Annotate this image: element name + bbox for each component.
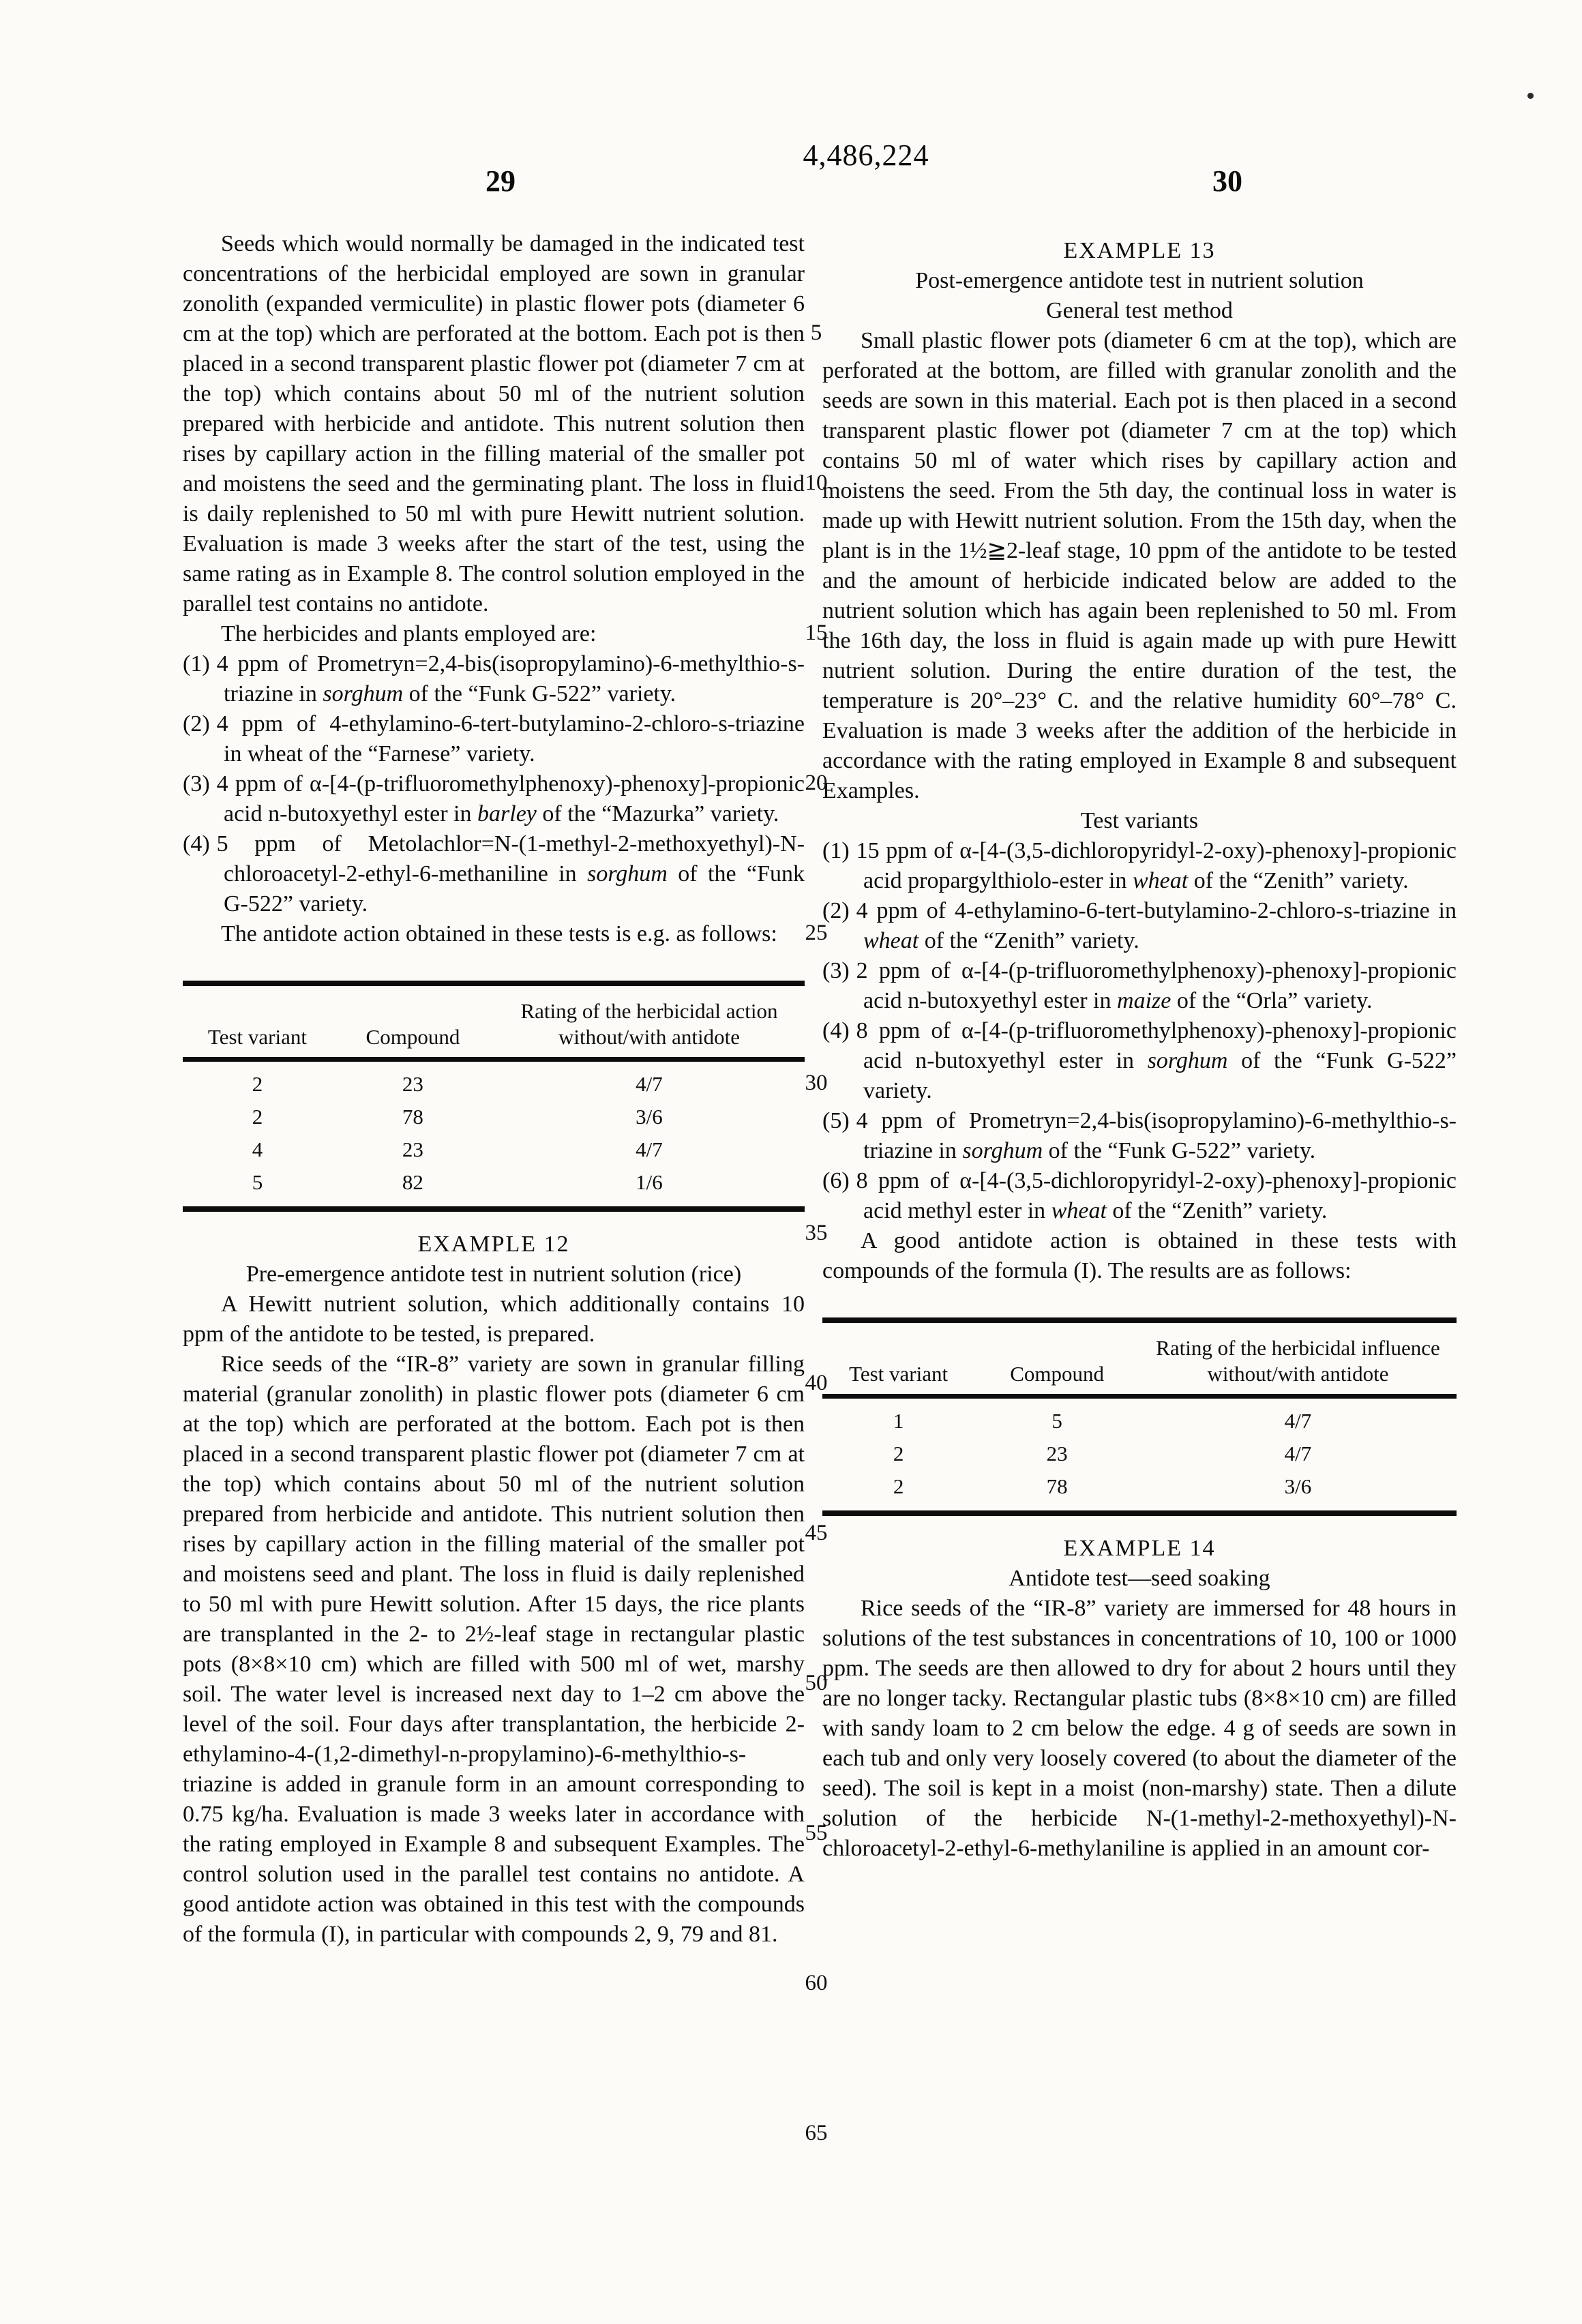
example-14-subtitle: Antidote test—seed soaking — [1009, 1566, 1270, 1591]
cell-rating: 4/7 — [1284, 1442, 1312, 1465]
cell-rating: 1/6 — [636, 1170, 663, 1194]
cell-test-variant: 2 — [252, 1072, 263, 1096]
table-row — [822, 1470, 1457, 1513]
item-text: 4 ppm of 4-ethylamino-6-tert-butylamino-2-chloro-s-triazine in wheat of the “Farnese” variety. — [216, 711, 805, 766]
gutter-line-number-65: 65 — [805, 2121, 828, 2145]
example-14-title: EXAMPLE 14 — [1063, 1536, 1216, 1561]
paragraph-good-antidote: A good antidote action is obtained in these tests with compounds of the formula (I). The results are as follows: — [822, 1228, 1457, 1283]
example-13-subtitle: Post-emergence antidote test in nutrient solution — [915, 268, 1364, 293]
cell-test-variant: 5 — [252, 1170, 263, 1194]
variant-item-6 — [822, 1166, 1457, 1226]
item-text: 4 ppm of Prometryn=2,4-bis(isopropylamino)-6-methylthio-s-triazine in sorghum of the “Funk G-522” variety. — [216, 651, 805, 706]
variant-item-1 — [822, 836, 1457, 896]
cell-compound: 78 — [402, 1105, 423, 1129]
col-header-rating-line1: Rating of the herbicidal action — [520, 999, 778, 1023]
paragraph-seeds-test: Seeds which would normally be damaged in the indicated test concentrations of the herbicidal employed are sown in granular zonolith (expanded vermiculite) in plastic flower pots (diameter 6 cm at the top) which are perforated at the bottom. Each pot is then placed in a second transparent plastic flower pot (diameter 7 cm at the top) which contains about 50 ml of the nutrient solution prepared with herbicide and antidote. This nutrent solution then rises by capillary action in the filling material of the smaller pot and moistens the seed and the germinating plant. The loss in fluid is daily replenished to 50 ml with pure Hewitt nutrient solution. Evaluation is made 3 weeks after the start of the test, using the same rating as in Example 8. The control solution employed in the parallel test contains no antidote. — [183, 231, 805, 616]
herbicide-rating-table-example-11 — [183, 981, 805, 1212]
cell-compound: 23 — [402, 1072, 423, 1096]
scan-speck — [1527, 93, 1534, 99]
item-text: 8 ppm of α-[4-(p-trifluoromethylphenoxy)-phenoxy]-propionic acid n-butoxyethyl ester in sorghum of the “Funk G-522” variety. — [856, 1018, 1457, 1103]
cell-compound: 78 — [1046, 1474, 1068, 1498]
test-variants-title: Test variants — [1080, 808, 1199, 833]
cell-compound: 5 — [1051, 1409, 1062, 1433]
gutter-line-number-5: 5 — [810, 321, 822, 345]
col-header-rating-line2: without/with antidote — [1207, 1362, 1389, 1386]
item-text: 4 ppm of 4-ethylamino-6-tert-butylamino-2-chloro-s-triazine in wheat of the “Zenith” variety. — [856, 898, 1457, 953]
paragraph-herbicides-intro: The herbicides and plants employed are: — [221, 621, 597, 646]
gutter-line-number-35: 35 — [805, 1221, 828, 1245]
cell-rating: 4/7 — [636, 1137, 663, 1161]
item-text: 5 ppm of Metolachlor=N-(1-methyl-2-methoxyethyl)-N-chloroacetyl-2-ethyl-6-methaniline in sorghum of the “Funk G-522” variety. — [216, 831, 805, 917]
table-row — [183, 1060, 805, 1101]
item-text: 2 ppm of α-[4-(p-trifluoromethylphenoxy)-phenoxy]-propionic acid n-butoxyethyl ester in maize of the “Orla” variety. — [856, 958, 1457, 1013]
gutter-line-number-50: 50 — [805, 1671, 828, 1695]
item-label: (1) — [183, 651, 210, 676]
table-row — [183, 1166, 805, 1209]
herbicide-item-1 — [183, 649, 805, 709]
item-text: 4 ppm of α-[4-(p-trifluoromethylphenoxy)-phenoxy]-propionic acid n-butoxyethyl ester in barley of the “Mazurka” variety. — [216, 771, 805, 826]
cell-rating: 3/6 — [636, 1105, 663, 1129]
column-30 — [822, 229, 1457, 2289]
paragraph-seed-soaking: Rice seeds of the “IR-8” variety are immersed for 48 hours in solutions of the test substances in concentrations of 10, 100 or 1000 ppm. The seeds are then allowed to dry for about 2 hours until they are no longer tacky. Rectangular plastic tubs (8×8×10 cm) are filled with sandy loam to 2 cm below the edge. 4 g of seeds are sown in each tub and only very loosely covered (to about the diameter of the seed). The soil is kept in a moist (non-marshy) state. Then a dilute solution of the herbicide N-(1-methyl-2-methoxyethyl)-N-chloroacetyl-2-ethyl-6-methylaniline is applied in an amount cor- — [822, 1596, 1457, 1861]
cell-rating: 3/6 — [1284, 1474, 1312, 1498]
herbicide-item-2 — [183, 709, 805, 769]
gutter-line-number-20: 20 — [805, 771, 828, 795]
col-header-compound: Compound — [365, 1025, 460, 1049]
general-test-method-title: General test method — [1046, 298, 1233, 323]
col-header-test-variant: Test variant — [849, 1362, 949, 1386]
cell-rating: 4/7 — [636, 1072, 663, 1096]
gutter-line-number-25: 25 — [805, 921, 828, 945]
gutter-line-number-55: 55 — [805, 1821, 828, 1845]
cell-test-variant: 4 — [252, 1137, 263, 1161]
example-13-title: EXAMPLE 13 — [1063, 238, 1216, 263]
col-header-rating — [1139, 1320, 1457, 1397]
gutter-line-number-60: 60 — [805, 1971, 828, 1995]
table-row — [822, 1397, 1457, 1438]
paragraph-hewitt-solution: A Hewitt nutrient solution, which additionally contains 10 ppm of the antidote to be tested, is prepared. — [183, 1292, 805, 1347]
col-header-rating-line1: Rating of the herbicidal influence — [1156, 1336, 1440, 1360]
column-29 — [183, 229, 805, 2289]
variant-item-2 — [822, 896, 1457, 956]
item-label: (2) — [822, 898, 850, 923]
paragraph-general-method: Small plastic flower pots (diameter 6 cm at the top), which are perforated at the bottom, are filled with granular zonolith and the seeds are sown in this material. Each pot is then placed in a second transparent plastic flower pot (diameter 7 cm at the top) which contains 50 ml of water which rises by capillary action and moistens the seed. From the 5th day, the continual loss in water is made up with Hewitt nutrient solution. From the 15th day, when the plant is in the 1½≧2-leaf stage, 10 ppm of the antidote to be tested and the amount of herbicide indicated below are added to the nutrient solution which has again been replenished to 50 ml. From the 16th day, the loss in fluid is again made up with pure Hewitt nutrient solution. During the entire duration of the test, the temperature is 20°–23° C. and the relative humidity 60°–78° C. Evaluation is made 3 weeks after the addition of the herbicide in accordance with the rating employed in Example 8 and subsequent Examples. — [822, 328, 1457, 803]
variant-item-5 — [822, 1106, 1457, 1166]
cell-compound: 23 — [1046, 1442, 1068, 1465]
table-header-row — [183, 983, 805, 1060]
herbicide-rating-table-example-13 — [822, 1317, 1457, 1516]
variant-item-4 — [822, 1016, 1457, 1106]
gutter-line-number-40: 40 — [805, 1371, 828, 1395]
cell-test-variant: 2 — [252, 1105, 263, 1129]
gutter-line-number-45: 45 — [805, 1521, 828, 1545]
item-label: (4) — [183, 831, 210, 856]
cell-compound: 82 — [402, 1170, 423, 1194]
item-label: (6) — [822, 1168, 850, 1193]
item-label: (3) — [183, 771, 210, 796]
gutter-line-number-10: 10 — [805, 471, 828, 495]
cell-test-variant: 1 — [893, 1409, 904, 1433]
cell-test-variant: 2 — [893, 1442, 904, 1465]
item-text: 15 ppm of α-[4-(3,5-dichloropyridyl-2-oxy)-phenoxy]-propionic acid propargylthiolo-ester in wheat of the “Zenith” variety. — [856, 838, 1457, 893]
herbicide-item-3 — [183, 769, 805, 829]
example-12-subtitle: Pre-emergence antidote test in nutrient solution (rice) — [245, 1262, 742, 1287]
variant-item-3 — [822, 956, 1457, 1016]
cell-test-variant: 2 — [893, 1474, 904, 1498]
paragraph-antidote-action: The antidote action obtained in these tests is e.g. as follows: — [221, 921, 777, 947]
column-number-29: 29 — [486, 164, 516, 198]
cell-compound: 23 — [402, 1137, 423, 1161]
col-header-test-variant: Test variant — [207, 1025, 307, 1049]
item-label: (3) — [822, 958, 850, 983]
paragraph-rice-seeds-test: Rice seeds of the “IR-8” variety are sown in granular filling material (granular zonolith) in plastic flower pots (diameter 6 cm at the top) which are perforated at the bottom. Each pot is then placed in a second transparent plastic flower pot (diameter 7 cm at the top) which contains about 50 ml of the nutrient solution prepared from herbicide and antidote. This nutrient solution then rises by capillary action in the filling material of the smaller pot and moistens seed and plant. The loss in fluid is daily replenished to 50 ml with pure Hewitt solution. After 15 days, the rice plants are transplanted in the 2- to 2½-leaf stage in rectangular plastic pots (8×8×10 cm) which are filled with 500 ml of wet, marshy soil. The water level is increased next day to 1–2 cm above the level of the soil. Four days after transplantation, the herbicide 2-ethylamino-4-(1,2-dimethyl-n-propylamino)-6-methylthio-s-triazine is added in granule form in an amount corresponding to 0.75 kg/ha. Evaluation is made 3 weeks later in accordance with the rating employed in Example 8 and subsequent Examples. The control solution used in the parallel test contains no antidote. A good antidote action was obtained in this test with the compounds of the formula (I), in particular with compounds 2, 9, 79 and 81. — [183, 1352, 805, 1947]
item-label: (5) — [822, 1108, 850, 1133]
table-header-row — [822, 1320, 1457, 1397]
gutter-line-number-30: 30 — [805, 1071, 828, 1095]
col-header-compound: Compound — [1010, 1362, 1104, 1386]
col-header-rating-line2: without/with antidote — [558, 1025, 741, 1049]
item-label: (4) — [822, 1018, 850, 1043]
item-label: (1) — [822, 838, 850, 863]
patent-number: 4,486,224 — [803, 138, 929, 172]
example-12-title: EXAMPLE 12 — [417, 1232, 570, 1257]
cell-rating: 4/7 — [1284, 1409, 1312, 1433]
col-header-rating — [494, 983, 805, 1060]
table-row — [822, 1437, 1457, 1470]
item-text: 8 ppm of α-[4-(3,5-dichloropyridyl-2-oxy)-phenoxy]-propionic acid methyl ester in wheat of the “Zenith” variety. — [856, 1168, 1457, 1223]
gutter-line-number-15: 15 — [805, 621, 828, 645]
herbicide-item-4 — [183, 829, 805, 919]
column-number-30: 30 — [1212, 164, 1242, 198]
item-label: (2) — [183, 711, 210, 736]
table-row — [183, 1133, 805, 1166]
table-row — [183, 1101, 805, 1133]
item-text: 4 ppm of Prometryn=2,4-bis(isopropylamino)-6-methylthio-s-triazine in sorghum of the “Funk G-522” variety. — [856, 1108, 1457, 1163]
